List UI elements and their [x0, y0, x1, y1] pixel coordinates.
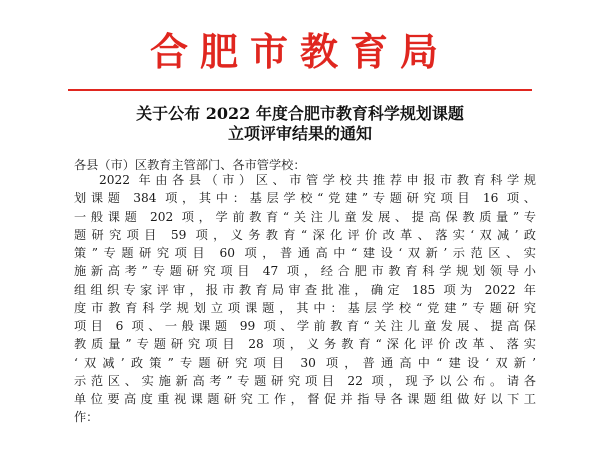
body-line: ‘双减’政策”专题研究项目 30 项，普通高中“建设‘双新’ — [74, 355, 536, 370]
salutation: 各县（市）区教育主管部门、各市管学校： — [74, 158, 306, 172]
body-line: 度市教育科学规划立项课题，其中：基层学校“党建”专题研究 — [74, 300, 536, 315]
letterhead-red-rule — [68, 89, 532, 91]
body-paragraph — [74, 171, 536, 427]
body-line: 组组织专家评审，报市教育局审查批准，确定 185 项为 2022 年 — [74, 282, 536, 297]
letterhead-org-name: 合肥市教育局 — [149, 30, 450, 74]
body-line: 教质量”专题研究项目 28 项，义务教育“深化评价改革、落实 — [74, 337, 536, 352]
body-line: 题研究项目 59 项，义务教育“深化评价改革、落实‘双减’政 — [74, 227, 536, 242]
document-title-line-2: 立项评审结果的通知 — [227, 124, 372, 143]
document-title — [80, 104, 520, 144]
document-title-line-1: 关于公布 2022 年度合肥市教育科学规划课题 — [136, 104, 464, 123]
body-line: 作： — [74, 410, 99, 425]
body-line: 示范区、实施新高考”专题研究项目 22 项，现予以公布。请各 — [74, 373, 536, 388]
body-line: 2022 年由各县（市）区、市管学校共推荐申报市教育科学规 — [99, 173, 536, 187]
body-line: 策”专题研究项目 60 项，普通高中“建设‘双新’示范区、实 — [74, 246, 536, 260]
body-line: 施新高考”专题研究项目 47 项，经合肥市教育科学规划领导小 — [74, 264, 536, 279]
body-line: 划课题 384 项，其中：基层学校“党建”专题研究项目 16 项、 — [74, 191, 536, 206]
body-line: 一般课题 202 项，学前教育“关注儿童发展、提高保教质量”专 — [74, 209, 536, 224]
body-line: 项目 6 项、一般课题 99 项、学前教育“关注儿童发展、提高保 — [74, 319, 536, 333]
body-line: 单位要高度重视课题研究工作，督促并指导各课题组做好以下工 — [74, 392, 536, 406]
